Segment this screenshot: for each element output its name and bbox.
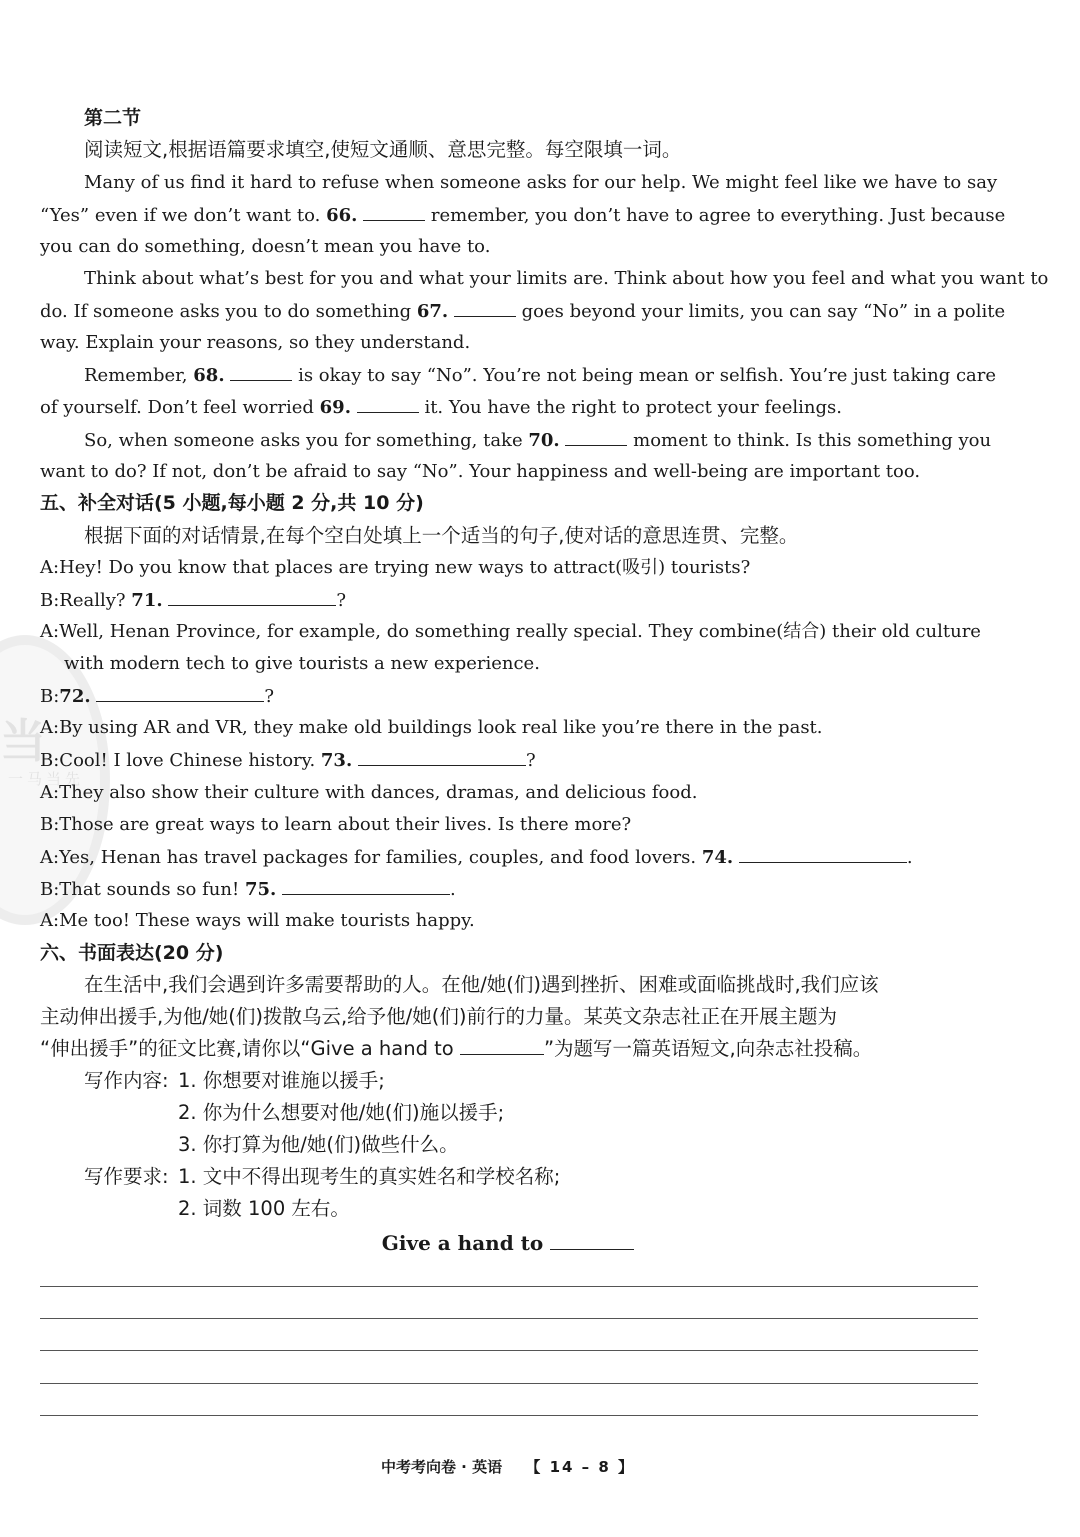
page-footer (0, 1456, 1016, 1477)
content-item-3: 3. 你打算为他/她(们)做些什么。 (178, 1133, 459, 1156)
section6-heading: 六、书面表达(20 分) (40, 942, 224, 964)
question-number-73: 73. (320, 750, 353, 771)
text-span: B:Really? (40, 590, 126, 611)
dialogue-line: A:By using AR and VR, they make old buildings look real like you’re there in the past. (40, 717, 823, 738)
section2-instruction: 阅读短文,根据语篇要求填空,使短文通顺、意思完整。每空限填一词。 (84, 138, 682, 161)
answer-blank-74[interactable] (739, 846, 907, 863)
text-span: do. If someone asks you to do something (40, 301, 412, 322)
prompt-line (40, 1038, 978, 1060)
dialogue-line: B:Those are great ways to learn about their lives. Is there more? (40, 814, 632, 835)
answer-blank-71[interactable] (168, 589, 336, 606)
text-span: So, when someone asks you for something, take (84, 430, 523, 451)
essay-title-blank[interactable] (550, 1233, 634, 1250)
question-number-72: 72. (59, 686, 91, 707)
text-span: remember, you don’t have to agree to everything. Just because (430, 205, 1006, 226)
dialogue-line (40, 878, 978, 901)
passage-line (40, 204, 1006, 227)
text-span: ”为题写一篇英语短文,向杂志社投稿。 (543, 1037, 873, 1060)
section5-heading: 五、补全对话(5 小题,每小题 2 分,共 10 分) (40, 492, 424, 514)
content-item-2: 2. 你为什么想要对他/她(们)施以援手; (178, 1101, 505, 1124)
writing-line[interactable] (40, 1286, 978, 1287)
answer-blank-72[interactable] (96, 685, 264, 702)
watermark-text: 当 (0, 714, 46, 768)
text-span: ? (525, 750, 536, 771)
text-span: . (450, 879, 456, 900)
passage-line: way. Explain your reasons, so they understand. (40, 332, 471, 353)
footer-label: 中考考向卷 · 英语 (380, 1458, 503, 1476)
text-span: is okay to say “No”. You’re not being mean or selfish. You’re just taking care (298, 365, 997, 386)
dialogue-line: A:Hey! Do you know that places are trying new ways to attract(吸引) tourists? (40, 557, 751, 578)
page-number: 【 14 – 8 】 (525, 1458, 636, 1476)
text-span: “伸出援手”的征文比赛,请你以“Give a hand to (40, 1037, 454, 1060)
text-span: A:Yes, Henan has travel packages for families, couples, and food lovers. (40, 847, 697, 868)
requirement-label: 写作要求: (84, 1165, 169, 1188)
text-span: of yourself. Don’t feel worried (40, 397, 314, 418)
answer-blank-75[interactable] (282, 878, 450, 895)
text-span: it. You have the right to protect your feelings. (424, 397, 842, 418)
text-span: Remember, (84, 365, 188, 386)
passage-line (40, 396, 978, 419)
writing-line[interactable] (40, 1383, 978, 1384)
answer-blank-73[interactable] (358, 749, 526, 766)
passage-line: Think about what’s best for you and what your limits are. Think about how you feel and what you want to (84, 268, 1049, 289)
question-number-75: 75. (244, 879, 277, 900)
dialogue-line (40, 685, 978, 708)
dialogue-line: A:Me too! These ways will make tourists happy. (40, 910, 475, 931)
text-span: “Yes” even if we don’t want to. (40, 205, 321, 226)
requirement-item-1: 1. 文中不得出现考生的真实姓名和学校名称; (178, 1165, 561, 1188)
answer-blank-66[interactable] (363, 204, 425, 221)
dialogue-line: A:They also show their culture with dances, dramas, and delicious food. (40, 782, 698, 803)
passage-line (40, 300, 1006, 323)
question-number-70: 70. (528, 430, 560, 451)
prompt-line: 在生活中,我们会遇到许多需要帮助的人。在他/她(们)遇到挫折、困难或面临挑战时,我们应该 (84, 973, 879, 996)
question-number-66: 66. (326, 205, 358, 226)
text-span: . (906, 847, 913, 868)
answer-blank-69[interactable] (357, 396, 419, 413)
text-span: moment to think. Is this something you (633, 430, 992, 451)
content-item-1: 1. 你想要对谁施以援手; (178, 1069, 385, 1092)
passage-line: you can do something, doesn’t mean you have to. (40, 236, 491, 257)
question-number-71: 71. (131, 590, 163, 611)
content-label: 写作内容: (84, 1069, 169, 1092)
essay-title (0, 1231, 1016, 1255)
watermark-subtext: 一马当先 (8, 770, 85, 788)
section5-instruction: 根据下面的对话情景,在每个空白处填上一个适当的句子,使对话的意思连贯、完整。 (84, 524, 799, 547)
answer-blank-70[interactable] (565, 429, 627, 446)
section2-heading: 第二节 (84, 107, 142, 129)
passage-line (84, 429, 992, 452)
text-span: B:That sounds so fun! (40, 879, 240, 900)
text-span: B:Cool! I love Chinese history. (40, 750, 316, 771)
text-span: ? (264, 686, 275, 707)
dialogue-line (40, 749, 978, 772)
question-number-74: 74. (701, 847, 734, 868)
dialogue-line: with modern tech to give tourists a new experience. (64, 653, 540, 674)
dialogue-line (40, 846, 978, 869)
requirement-item-2: 2. 词数 100 左右。 (178, 1197, 350, 1220)
title-blank[interactable] (460, 1038, 544, 1055)
prompt-line: 主动伸出援手,为他/她(们)拨散乌云,给予他/她(们)前行的力量。某英文杂志社正在开展主题为 (40, 1005, 837, 1028)
passage-line (84, 364, 997, 387)
passage-line: Many of us find it hard to refuse when someone asks for our help. We might feel like we have to say (84, 172, 998, 193)
essay-title-text: Give a hand to (381, 1231, 544, 1255)
writing-line[interactable] (40, 1415, 978, 1416)
text-span: B: (40, 686, 60, 707)
passage-line: want to do? If not, don’t be afraid to say “No”. Your happiness and well-being are important too. (40, 461, 921, 482)
text-span: goes beyond your limits, you can say “No” in a polite (521, 301, 1006, 322)
question-number-67: 67. (416, 301, 449, 322)
dialogue-line: A:Well, Henan Province, for example, do something really special. They combine(结合) their old culture (40, 621, 981, 642)
text-span: ? (336, 590, 347, 611)
answer-blank-67[interactable] (454, 300, 516, 317)
question-number-69: 69. (319, 397, 351, 418)
writing-line[interactable] (40, 1350, 978, 1351)
dialogue-line (40, 589, 978, 612)
writing-line[interactable] (40, 1318, 978, 1319)
answer-blank-68[interactable] (230, 364, 292, 381)
question-number-68: 68. (193, 365, 225, 386)
